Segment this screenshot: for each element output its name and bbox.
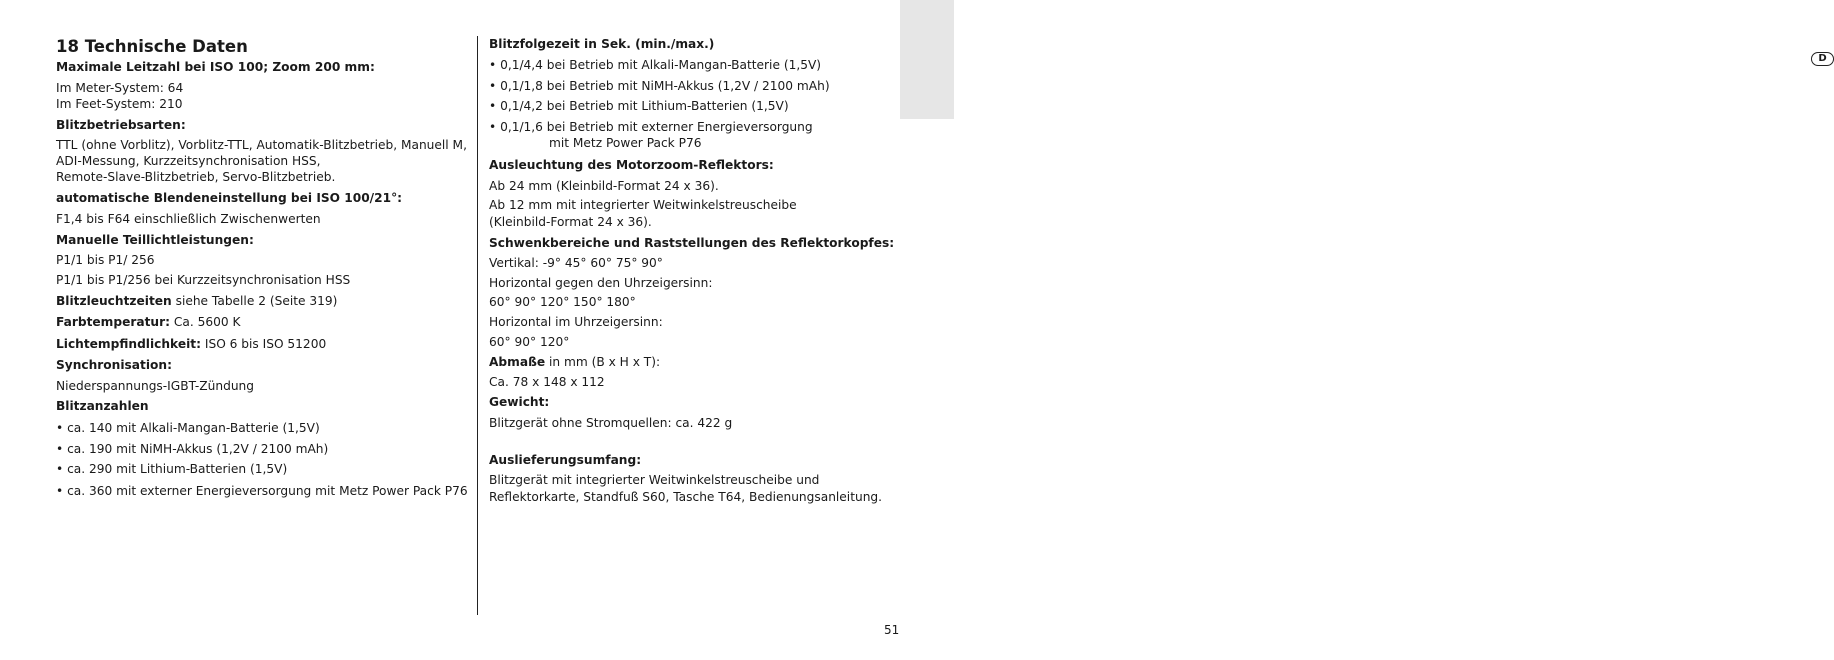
abmasse-label: Abmaße [489, 355, 546, 369]
ausleuchtung-heading: Ausleuchtung des Motorzoom-Reflektors: [489, 158, 774, 172]
lieferumfang-line: Reflektorkarte, Standfuß S60, Tasche T64, Bedienungsanleitung. [489, 490, 883, 504]
teillicht-heading: Manuelle Teillichtleistungen: [56, 233, 254, 247]
section-title: 18 Technische Daten [56, 37, 248, 56]
abmasse-values: Ca. 78 x 148 x 112 [489, 375, 605, 389]
lichtempf-row [56, 336, 326, 352]
farbtemp-row [56, 314, 240, 330]
lieferumfang-heading: Auslieferungsumfang: [489, 453, 642, 467]
sync-heading: Synchronisation: [56, 358, 172, 372]
betriebsarten-line: ADI-Messung, Kurzzeitsynchronisation HSS, [56, 154, 321, 168]
folgezeit-heading: Blitzfolgezeit in Sek. (min./max.) [489, 37, 715, 51]
lieferumfang-line: Blitzgerät mit integrierter Weitwinkelstreuscheibe und [489, 473, 820, 487]
anzahlen-item: • ca. 290 mit Lithium-Batterien (1,5V) [56, 462, 288, 476]
leuchtzeiten-row [56, 293, 337, 309]
folgezeit-item: • 0,1/1,8 bei Betrieb mit NiMH-Akkus (1,2V / 2100 mAh) [489, 79, 830, 93]
gewicht-text: Blitzgerät ohne Stromquellen: ca. 422 g [489, 416, 733, 430]
language-badge: D [1811, 52, 1834, 66]
leitzahl-heading: Maximale Leitzahl bei ISO 100; Zoom 200 mm: [56, 60, 375, 74]
leuchtzeiten-text: siehe Tabelle 2 (Seite 319) [171, 294, 338, 308]
ausleuchtung-text: (Kleinbild-Format 24 x 36). [489, 215, 652, 229]
anzahlen-heading: Blitzanzahlen [56, 399, 149, 413]
anzahlen-item: • ca. 360 mit externer Energieversorgung mit Metz Power Pack P76 [56, 484, 468, 498]
folgezeit-item: • 0,1/4,4 bei Betrieb mit Alkali-Mangan-Batterie (1,5V) [489, 58, 822, 72]
language-side-tab [900, 0, 1827, 119]
betriebsarten-heading: Blitzbetriebsarten: [56, 118, 186, 132]
blende-text: F1,4 bis F64 einschließlich Zwischenwerten [56, 212, 321, 226]
leitzahl-meter: Im Meter-System: 64 [56, 81, 184, 95]
farbtemp-label: Farbtemperatur: [56, 315, 170, 329]
folgezeit-continuation: mit Metz Power Pack P76 [549, 136, 702, 150]
abmasse-row [489, 354, 660, 370]
page-number: 51 [884, 623, 900, 637]
farbtemp-text: Ca. 5600 K [169, 315, 241, 329]
abmasse-text: in mm (B x H x T): [545, 355, 661, 369]
horiz-gegen-values: 60° 90° 120° 150° 180° [489, 295, 636, 309]
anzahlen-item: • ca. 140 mit Alkali-Mangan-Batterie (1,5V) [56, 421, 320, 435]
vertikal-text: Vertikal: -9° 45° 60° 75° 90° [489, 256, 663, 270]
teillicht-line: P1/1 bis P1/256 bei Kurzzeitsynchronisation HSS [56, 273, 351, 287]
folgezeit-item: • 0,1/1,6 bei Betrieb mit externer Energieversorgung [489, 120, 813, 134]
betriebsarten-line: TTL (ohne Vorblitz), Vorblitz-TTL, Automatik-Blitzbetrieb, Manuell M, [56, 138, 467, 152]
horiz-im-label: Horizontal im Uhrzeigersinn: [489, 315, 663, 329]
leitzahl-feet: Im Feet-System: 210 [56, 97, 183, 111]
gewicht-heading: Gewicht: [489, 395, 550, 409]
betriebsarten-line: Remote-Slave-Blitzbetrieb, Servo-Blitzbetrieb. [56, 170, 336, 184]
lichtempf-label: Lichtempfindlichkeit: [56, 337, 201, 351]
sync-text: Niederspannungs-IGBT-Zündung [56, 379, 255, 393]
folgezeit-item: • 0,1/4,2 bei Betrieb mit Lithium-Batterien (1,5V) [489, 99, 789, 113]
teillicht-line: P1/1 bis P1/ 256 [56, 253, 155, 267]
ausleuchtung-text: Ab 12 mm mit integrierter Weitwinkelstreuscheibe [489, 198, 797, 212]
leuchtzeiten-label: Blitzleuchtzeiten [56, 294, 172, 308]
horiz-im-values: 60° 90° 120° [489, 335, 570, 349]
horiz-gegen-label: Horizontal gegen den Uhrzeigersinn: [489, 276, 713, 290]
lichtempf-text: ISO 6 bis ISO 51200 [200, 337, 327, 351]
blende-heading: automatische Blendeneinstellung bei ISO 100/21°: [56, 191, 403, 205]
ausleuchtung-text: Ab 24 mm (Kleinbild-Format 24 x 36). [489, 179, 719, 193]
anzahlen-item: • ca. 190 mit NiMH-Akkus (1,2V / 2100 mAh) [56, 442, 329, 456]
column-divider [477, 36, 478, 615]
schwenk-heading: Schwenkbereiche und Raststellungen des Reflektorkopfes: [489, 236, 895, 250]
